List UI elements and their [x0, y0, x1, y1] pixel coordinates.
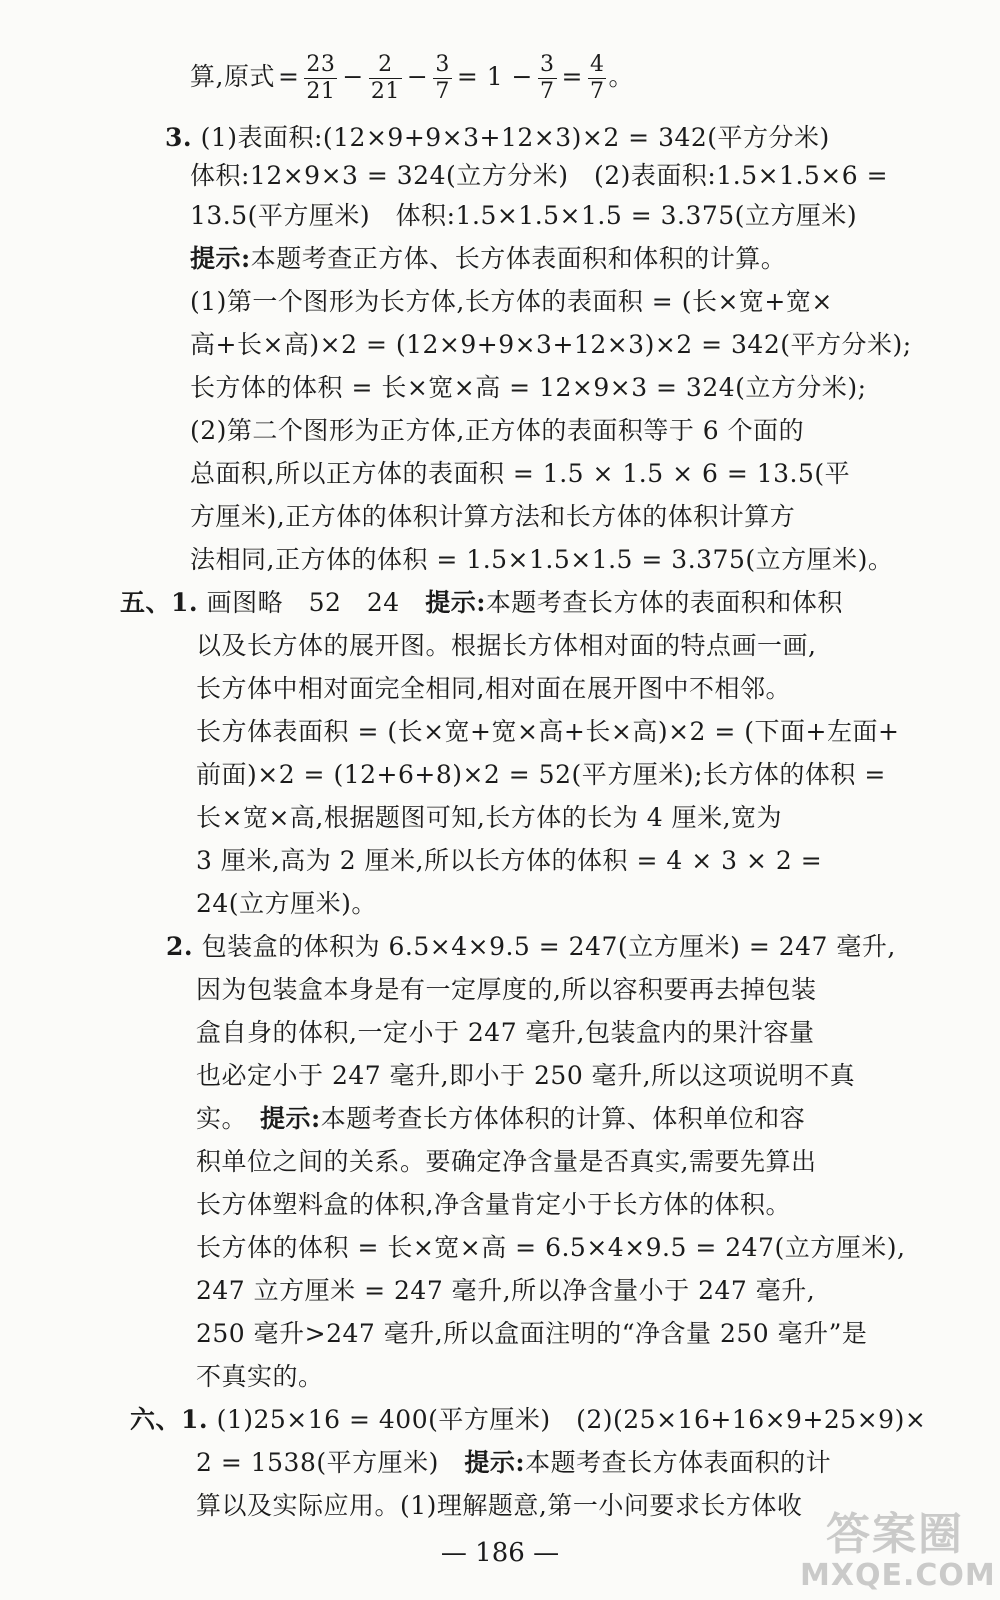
line-text: 本题考查长方体的表面积和体积 — [485, 588, 843, 617]
formula-mid: = 1 − — [456, 62, 534, 91]
formula-minus: − — [342, 62, 364, 91]
line-text: 长×宽×高,根据题图可知,长方体的长为 4 厘米,宽为 — [196, 803, 783, 832]
answer-line — [190, 160, 888, 192]
line-text: (1)25×16 = 400(平方厘米) (2)(25×16+16×9+25×9)× — [216, 1405, 927, 1434]
answer-line — [190, 243, 786, 275]
answer-line — [196, 1232, 905, 1264]
watermark-logo — [800, 1490, 996, 1600]
line-text: 本题考查长方体表面积的计 — [525, 1448, 832, 1477]
answer-line — [190, 458, 850, 490]
line-text: 长方体中相对面完全相同,相对面在展开图中不相邻。 — [196, 674, 791, 703]
formula-line — [190, 52, 634, 105]
line-text: 24(立方厘米)。 — [196, 889, 377, 918]
line-text: 算以及实际应用。(1)理解题意,第一小问要求长方体收 — [196, 1491, 803, 1520]
answer-line — [196, 1017, 815, 1049]
question-number: 3. — [165, 123, 193, 152]
answer-line — [196, 716, 899, 748]
watermark-main: 答案圈 — [826, 1509, 964, 1560]
line-text: 13.5(平方厘米) 体积:1.5×1.5×1.5 = 3.375(立方厘米) — [190, 201, 858, 230]
line-text: (2)第二个图形为正方体,正方体的表面积等于 6 个面的 — [190, 416, 805, 445]
line-text: 高+长×高)×2 = (12×9+9×3+12×3)×2 = 342(平方分米); — [190, 330, 912, 359]
line-text: 因为包装盒本身是有一定厚度的,所以容积要再去掉包装 — [196, 975, 817, 1004]
answer-line — [130, 1404, 926, 1436]
answer-line — [190, 286, 833, 318]
answer-line — [196, 759, 886, 791]
answer-line — [196, 1275, 815, 1307]
formula-prefix: 算,原式 — [190, 62, 275, 91]
line-text: 前面)×2 = (12+6+8)×2 = 52(平方厘米);长方体的体积 = — [196, 760, 886, 789]
answer-line — [196, 1146, 816, 1178]
line-text: 盒自身的体积,一定小于 247 毫升,包装盒内的果汁容量 — [196, 1018, 815, 1047]
answer-line — [196, 1060, 855, 1092]
answer-line — [165, 122, 830, 154]
line-text: 方厘米),正方体的体积计算方法和长方体的体积计算方 — [190, 502, 796, 531]
hint-label: 提示: — [190, 244, 251, 273]
line-text: 250 毫升>247 毫升,所以盒面注明的“净含量 250 毫升”是 — [196, 1319, 868, 1348]
line-text: 以及长方体的展开图。根据长方体相对面的特点画一画, — [196, 631, 817, 660]
answer-line — [196, 673, 791, 705]
formula-equals: = — [561, 62, 583, 91]
line-text: 2 = 1538(平方厘米) — [196, 1448, 465, 1477]
formula-end: 。 — [608, 62, 634, 91]
answer-line — [196, 1103, 805, 1135]
question-number: 六、1. — [130, 1405, 209, 1434]
answer-line — [196, 1189, 791, 1221]
watermark-site: MXQE.COM — [800, 1558, 996, 1593]
answer-line — [190, 544, 893, 576]
answer-line — [196, 1318, 867, 1350]
answer-line — [196, 802, 782, 834]
answer-line — [190, 200, 857, 232]
line-text: 本题考查正方体、长方体表面积和体积的计算。 — [250, 244, 787, 273]
line-text: 也必定小于 247 毫升,即小于 250 毫升,所以这项说明不真 — [196, 1061, 856, 1090]
answer-line — [190, 329, 912, 361]
line-text: 247 立方厘米 = 247 毫升,所以净含量小于 247 毫升, — [196, 1276, 816, 1305]
line-text: 总面积,所以正方体的表面积 = 1.5 × 1.5 × 6 = 13.5(平 — [190, 459, 851, 488]
answer-line — [196, 845, 822, 877]
fraction-23-21: $\frac{23}{21}$ — [306, 52, 336, 104]
hint-label: 提示: — [425, 588, 486, 617]
line-text: (1)表面积:(12×9+9×3+12×3)×2 = 342(平方分米) — [200, 123, 830, 152]
formula-equals: = — [277, 62, 300, 91]
answer-line — [196, 630, 816, 662]
fraction-3-7: $\frac{3}{7}$ — [435, 52, 450, 104]
question-number: 五、1. — [120, 588, 199, 617]
answer-line — [120, 587, 843, 619]
line-text: 画图略 52 24 — [206, 588, 426, 617]
fraction-2-21: $\frac{2}{21}$ — [370, 52, 400, 104]
fraction-3-7-b: $\frac{3}{7}$ — [540, 52, 555, 104]
line-text: 包装盒的体积为 6.5×4×9.5 = 247(立方厘米) = 247 毫升, — [201, 932, 896, 961]
formula-minus: − — [406, 62, 429, 91]
line-text: 积单位之间的关系。要确定净含量是否真实,需要先算出 — [196, 1147, 817, 1176]
answer-line — [196, 1490, 802, 1522]
line-text: 实。 — [196, 1104, 261, 1133]
answer-line — [196, 1447, 831, 1479]
answer-line — [190, 501, 795, 533]
answer-line — [190, 415, 804, 447]
line-text: 本题考查长方体体积的计算、体积单位和容 — [320, 1104, 806, 1133]
line-text: (1)第一个图形为长方体,长方体的表面积 = (长×宽+宽× — [190, 287, 833, 316]
question-number: 2. — [166, 932, 194, 961]
line-text: 长方体表面积 = (长×宽+宽×高+长×高)×2 = (下面+左面+ — [196, 717, 900, 746]
line-text: 体积:12×9×3 = 324(立方分米) (2)表面积:1.5×1.5×6 = — [190, 161, 889, 190]
answer-line — [196, 974, 816, 1006]
answer-line — [196, 1361, 324, 1393]
line-text: 长方体的体积 = 长×宽×高 = 6.5×4×9.5 = 247(立方厘米), — [196, 1233, 906, 1262]
hint-label: 提示: — [464, 1448, 526, 1477]
answer-line — [166, 931, 896, 963]
page-number: — 186 — — [440, 1538, 560, 1568]
answer-line — [190, 372, 867, 404]
hint-label: 提示: — [260, 1104, 321, 1133]
line-text: 法相同,正方体的体积 = 1.5×1.5×1.5 = 3.375(立方厘米)。 — [190, 545, 894, 574]
line-text: 长方体的体积 = 长×宽×高 = 12×9×3 = 324(立方分米); — [190, 373, 867, 402]
line-text: 不真实的。 — [196, 1362, 324, 1391]
line-text: 3 厘米,高为 2 厘米,所以长方体的体积 = 4 × 3 × 2 = — [196, 846, 823, 875]
answer-line — [196, 888, 377, 920]
line-text: 长方体塑料盒的体积,净含量肯定小于长方体的体积。 — [196, 1190, 791, 1219]
fraction-4-7: $\frac{4}{7}$ — [589, 52, 605, 104]
